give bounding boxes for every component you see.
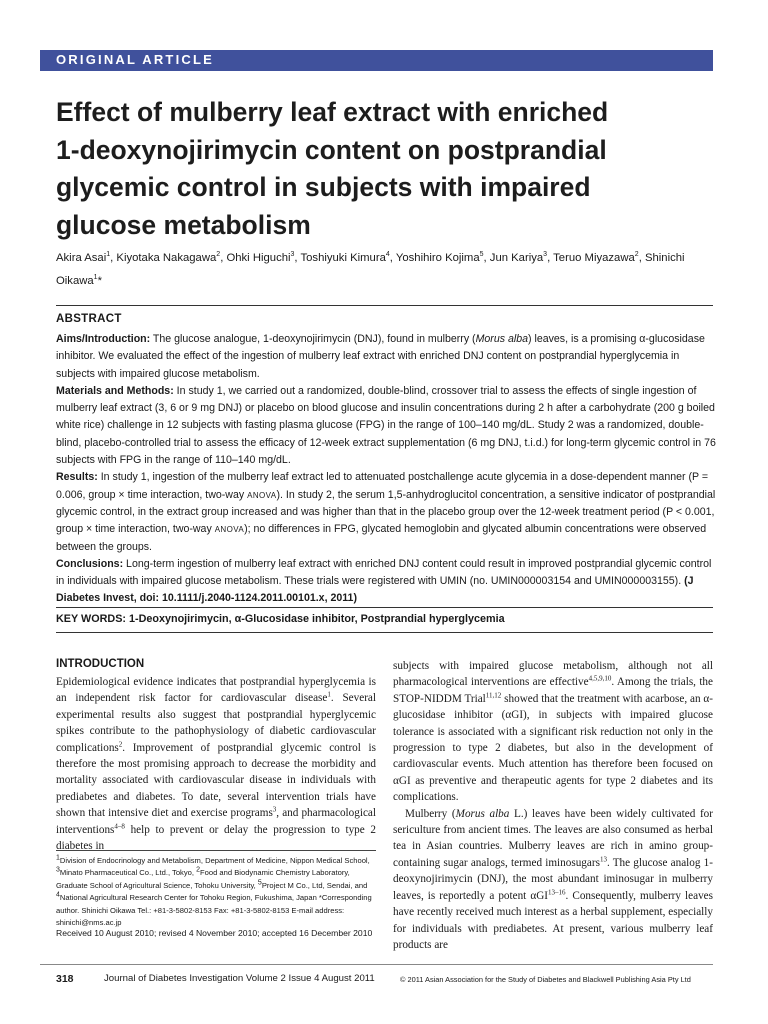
reference-marker: 13 [599,855,607,864]
article-title [56,94,706,244]
intro-right-column [393,658,713,953]
reference-marker: 1 [56,854,60,862]
author-name: Shinichi Oikawa [56,251,685,287]
keywords: KEY WORDS: 1-Deoxynojirimycin, α-Glucosidase inhibitor, Postprandial hyperglycemia [56,613,505,625]
reference-marker: 5 [257,879,262,887]
reference-marker: 4,5,9,10 [588,674,612,683]
affiliation-marker: 3 [290,251,295,258]
affiliation-marker: 4 [385,251,390,258]
title-line: Effect of mulberry leaf extract with enriched [56,97,609,127]
reference-marker: 2 [196,866,201,874]
article-type-banner [40,50,713,71]
footnote-rule [56,850,376,851]
affiliations-text: $^1$Division of Endocrinology and Metabolism, Department of Medicine, Nippon Medical School, $^3$Minato Pharmaceutical Co., Ltd., Tokyo, $^2$Food and Biodynamic Chemistry Laboratory, Graduate School of Agricultural Science, Tohoku University, $^5$Project M Co., Ltd, Sendai, and $^4$National Agricultural Research Center for Tohoku Region, Fukushima, Japan *Corresponding author. Shinichi Oikawa Tel.: +81-3-5802-8153 Fax: +81-3-5802-8153 E-mail address: shinichi@nms.ac.jp [56,854,372,928]
reference-marker: 3 [56,866,60,874]
author-name: Yoshihiro Kojima [395,251,480,264]
affiliation-marker: 1 [106,251,111,258]
affiliation-marker: 5 [479,251,484,258]
abstract-heading: ABSTRACT [56,313,122,325]
abstract-methods: Materials and Methods: In study 1, we carried out a randomized, double-blind, crossover trial to assess the effects of single ingestion of mulberry leaf extract (3, 6 or 9 mg DNJ) or placebo on blood glucose and insulin concentrations during 2 h after a carbohydrate (200 g boiled white rice) challenge in 12 subjects with fasting plasma glucose (FPG) in the range of 100–140 mg/dL. Study 2 was a randomized, double-blind, placebo-controlled trial to assess the efficacy of 12-week extract supplementation (6 mg DNJ, t.i.d.) for long-term glycemic control in 76 subjects with FPG in the range of 110–140 mg/dL. [56,384,716,467]
affiliation-marker: 2 [216,251,221,258]
author-name: Toshiyuki Kimura [300,251,386,264]
abstract-top-rule [56,305,713,306]
intro-paragraph: Epidemiological evidence indicates that postprandial hyperglycemia is an independent risk factor for cardiovascular disease$^1$. Several experimental results also suggest that postprandial hyperglycemic spikes contribute to the pathophysiology of diabetic cardiovascular complications$^2$. Improvement of postprandial glycemic control is therefore the most promising approach to decrease the morbidity and mortality associated with cardiovascular disease in individuals with prediabetes and diabetes. To date, several intervention trials have shown that intensive diet and exercise programs$^3$, and pharmacological interventions$^{4-8}$ help to prevent or delay the progression to type 2 diabetes in [56,676,376,853]
abstract-aims: Aims/Introduction: The glucose analogue, 1-deoxynojirimycin (DNJ), found in mulberry (Morus alba) leaves, is a promising α-glucosidase inhibitor. We evaluated the effect of the ingestion of mulberry leaf extract with enriched DNJ content on postprandial hyperglycemia in subjects with impaired glucose metabolism. [56,333,705,380]
intro-paragraph: subjects with impaired glucose metabolism, although not all pharmacological interventions are effective$^{4,5,9,10}$. Among the trials, the STOP-NIDDM Trial$^{11,12}$ showed that the treatment with acarbose, an α-glucosidase inhibitor (αGI), in subjects with impaired glucose tolerance is associated with a significant risk reduction not only in the progression to type 2 diabetes, but also in the development of cardiovascular events. Much attention has therefore been focused on αGI as preventive and therapeutic agents for type 2 diabetes and its complications. [393,660,713,804]
reference-marker: 3 [272,805,277,814]
author-name: Ohki Higuchi [226,251,291,264]
author-name: Akira Asai [56,251,107,264]
article-type-label: ORIGINAL ARTICLE [56,52,214,67]
page-number: 318 [56,973,74,985]
title-line: 1-deoxynojirimycin content on postprandial [56,134,607,165]
journal-citation: (J Diabetes Invest, doi: 10.1111/j.2040-1124.2011.00101.x, 2011) [56,575,694,605]
abstract-results: Results: In study 1, ingestion of the mulberry leaf extract led to attenuated postchallenge acute glycemia in a dose-dependent manner (P = 0.006, group × time interaction, two-way ANOVA). In study 2, the serum 1,5-anhydroglucitol concentration, a sensitive indicator of postprandial glycemic control, in the extract group increased and was higher than that in the placebo group over the 12-week treatment period (P < 0.001, group × time interaction, two-way ANOVA); no differences in FPG, glycated hemoglobin and glycated albumin concentrations were observed between the groups. [56,471,716,553]
footer-rule [40,964,713,965]
journal-footer: Journal of Diabetes Investigation Volume 2 Issue 4 August 2011 [104,973,375,984]
affiliation-marker: 3 [543,251,548,258]
title-line: glycemic control in subjects with impaired [56,172,591,202]
reference-marker: 13–16 [548,887,566,896]
abstract-conclusions: Conclusions: Long-term ingestion of mulberry leaf extract with enriched DNJ content could result in improved postprandial glycemic control in individuals with impaired glucose metabolism. These trials were registered with UMIN (no. UMIN000003154 and UMIN000003155). (J Diabetes Invest, doi: 10.1111/j.2040-1124.2011.00101.x, 2011) [56,557,712,605]
affiliation-marker: 1 [93,273,98,281]
intro-paragraph: Mulberry (Morus alba L.) leaves have been widely cultivated for sericulture from ancient times. The leaves are also consumed as herbal tea in Asian countries. Mulberry leaves are rich in amino group-containing sugar analogs, termed iminosugars$^{13}$. The glucose analog 1-deoxynojirimycin (DNJ), the most abundant iminosugar in mulberry leaves, is reportedly a potent αGI$^{13-16}$. Consequently, mulberry leaves have recently received much interest as a herbal supplement, especially for individuals with prediabetes. At present, various mulberry leaf products are [393,807,714,951]
introduction-heading: INTRODUCTION [56,658,145,670]
copyright-notice: © 2011 Asian Association for the Study of Diabetes and Blackwell Publishing Asia Pty Ltd [400,975,691,984]
affiliation-marker: 2 [634,251,639,258]
reference-marker: 1 [327,690,331,699]
keywords-top-rule [56,607,713,608]
title-line: glucose metabolism [56,209,311,240]
affiliations-footnote [56,855,378,929]
reference-marker: 11,12 [485,691,502,700]
author-name: Jun Kariya [489,251,544,264]
reference-marker: 2 [118,739,123,748]
intro-left-column [56,674,376,854]
keywords-bottom-rule [56,632,713,633]
author-name: Kiyotaka Nakagawa [116,251,217,264]
reference-marker: 4–8 [114,821,125,830]
reference-marker: 4 [56,891,60,899]
author-list: Akira Asai$^1$, Kiyotaka Nakagawa$^2$, Ohki Higuchi$^3$, Toshiyuki Kimura$^4$, Yoshihiro Kojima$^5$, Jun Kariya$^3$, Teruo Miyazawa$^2$, Shinichi Oikawa$^1$* [56,251,685,287]
received-dates: Received 10 August 2010; revised 4 November 2010; accepted 16 December 2010 [56,928,373,938]
author-name: Teruo Miyazawa [553,251,635,264]
abstract-body [56,331,716,608]
